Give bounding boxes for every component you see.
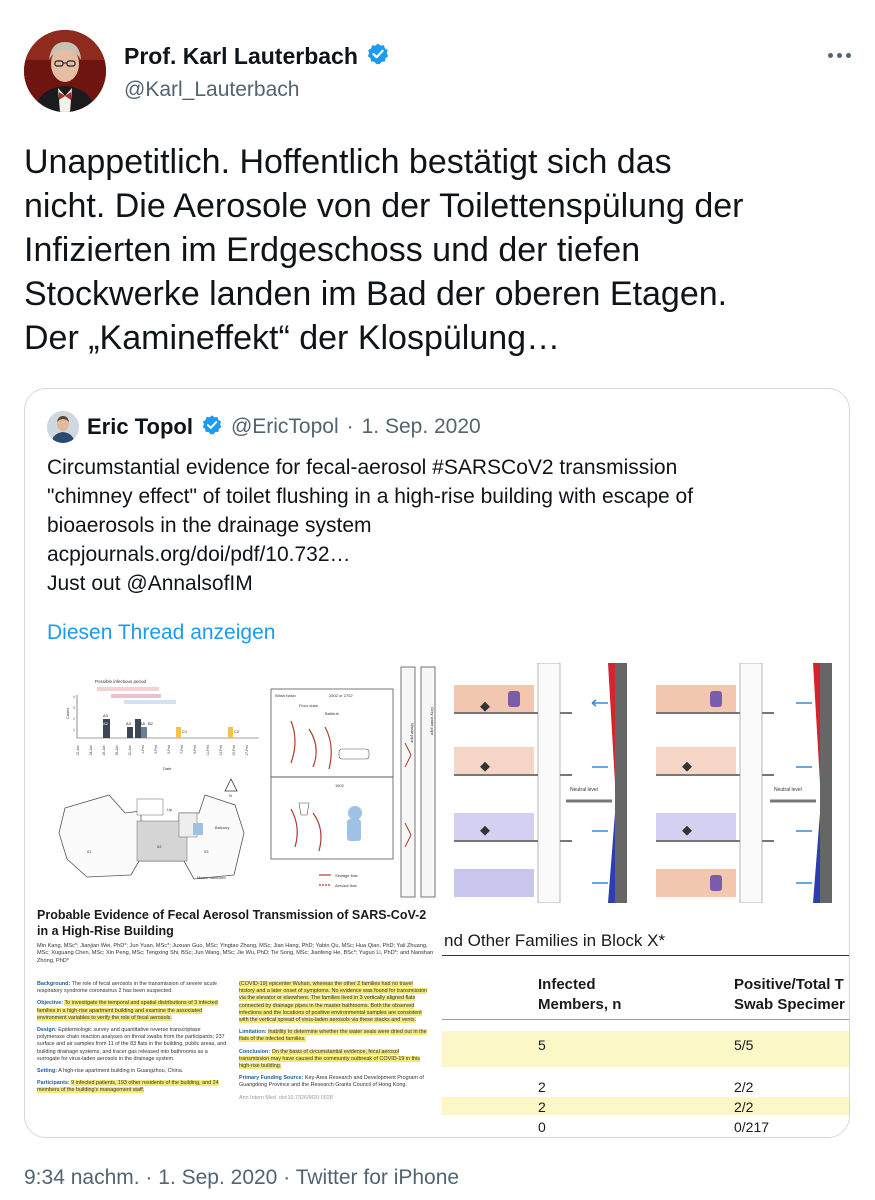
bar-label: A3 [103,713,108,718]
bar-label: A3 [126,721,131,726]
paper-authors: Min Kang, MSc*; Jianjian Wei, PhD*; Jun Yuan, MSc*; Juxuan Guo, MSc; Yingtao Zhang, MSc; Jian Hang, PhD; Yabin Qu, MSc; Hua Qian, PhD; Yali Zhuang, MSc; Xuguang Chen, MSc; Xin Peng, MSc; Tengxing Shi, BSc; Jun Wang, MSc; Jie Wu, PhD; Tie Song, MSc; Jianfeng He, BSc*; Yuguo Li, PhD*; and Nanshan Zhong, PhD* [37,943,434,964]
bar-label: C2 [234,729,240,734]
date-tick: 28-Jan [115,745,119,756]
axis-title-y: Cases [65,707,70,719]
author-handle[interactable]: @Karl_Lauterbach [124,78,300,101]
abstract-section: Participants: 9 infected patients, 193 other residents of the building, and 24 members of the building's management staff. [37,1080,219,1094]
table-cell: 2/2 [734,1079,754,1095]
quoted-text-line: Just out @AnnalsofIM [47,572,253,595]
verified-badge-icon [366,42,390,71]
waste-pipe-label: Waste pipe [410,723,415,743]
svg-text:2: 2 [73,717,75,721]
aerosol-flow-label: Aerosol flow [335,883,357,888]
abstract-column-left [37,981,227,1100]
media-grid [25,663,850,1138]
abstract-section: Background: The role of fecal aerosols in the transmission of severe acute respiratory syndrome coronavirus 2 has been suspected. [37,981,217,995]
date-tick: 13-Feb [219,745,223,756]
date-tick: 17-Feb [245,745,249,756]
bar-label: A2 [103,721,108,726]
date-tick: 30-Jan [128,745,132,756]
date-tick: 26-Jan [102,745,106,756]
separator-dot: · [283,1166,291,1189]
results-table [442,921,850,1137]
quoted-text-line: Circumstantial evidence for fecal-aerosol #SARSCoV2 transmission [47,456,678,479]
room-label: 03 [204,849,209,854]
quoted-author-name[interactable]: Eric Topol [87,414,193,439]
abstract-section: Design: Epidemiologic survey and quantitative reverse transcriptase polymerase chain reaction analyses on throat swabs from the participants; 237 surface and air samples from 11 of the 83 flats in the building, public areas, and building drainage systems; and tracer gas released into bathrooms as a surrogate for virus-laden aerosols in the drainage system. [37,1027,227,1062]
table-cell: 5 [538,1037,546,1053]
table-cell: 2/2 [734,1099,754,1115]
table-cell: 5/5 [734,1037,754,1053]
building-diagram-left [454,663,627,903]
abstract-section: (COVID-19) epicenter Wuhan, whereas the other 2 families had no travel history and a later onset of symptoms. No evidence was found for transmission via the elevator or elsewhere. The families lived in 3 vertically aligned flats connected by drainage pipes in the master bathrooms. Both the observed infections and the locations of positive environmental samples are consistent with the vertical spread of virus-laden aerosols via these stacks and vents. [239,981,428,1024]
date-tick: 7-Feb [180,745,184,754]
bar-label: A5 [140,721,145,726]
bar-label: C1 [182,729,188,734]
tweet-date[interactable]: 1. Sep. 2020 [158,1166,278,1189]
date-tick: 9-Feb [193,745,197,754]
quoted-author-avatar[interactable] [47,411,79,443]
separator-dot: · [346,415,354,438]
quoted-link[interactable]: acpjournals.org/doi/pdf/10.732… [47,543,351,566]
floor-drain-label: Floor drain [299,703,319,708]
author-name[interactable]: Prof. Karl Lauterbach [124,43,358,69]
neutral-level-label: Neutral level [570,787,598,793]
tweet-text: Unappetitlich. Hoffentlich bestätigt sich das nicht. Die Aerosole von der Toilettenspülung der Infizierten im Erdgeschoss und der tiefen Stockwerke landen im Bad der oberen Etagen. Der „Kamineffekt“ der Klospülung… [24,143,744,357]
date-tick: 24-Jan [89,745,93,756]
column-header-infected: Infected Members, n [538,976,622,1013]
abstract-section: Conclusion: On the basis of circumstantial evidence, fecal aerosol transmission may have caused the community outbreak of COVID-19 in this high-rise building. [239,1048,420,1070]
building-diagram-right [656,663,832,903]
neutral-level-label: Neutral level [774,787,802,793]
tweet-time[interactable]: 9:34 nachm. [24,1166,140,1189]
abstract-section: Setting: A high-rise apartment building in Guangzhou, China. [37,1068,184,1075]
date-tick: 5-Feb [167,745,171,754]
quoted-tweet[interactable] [24,388,850,1138]
table-caption: nd Other Families in Block X* [444,931,666,950]
quoted-date[interactable]: 1. Sep. 2020 [361,415,481,438]
quoted-tweet-header [47,411,481,443]
svg-text:1: 1 [73,728,75,732]
table-cell: 2 [538,1079,546,1095]
show-thread-link[interactable]: Diesen Thread anzeigen [47,621,276,644]
date-tick: 11-Feb [206,745,210,756]
paper-title: Probable Evidence of Fecal Aerosol Transmission of SARS-CoV-2 in a High-Rise Building [37,908,427,938]
wash-basin-label: Wash basin [275,693,296,698]
bathtub-label: Bathtub [325,711,339,716]
svg-text:3: 3 [73,706,75,710]
quoted-text-line: bioaerosols in the drainage system [47,514,372,537]
bar-label: B2 [148,721,153,726]
balcony-label: Balcony [215,825,230,830]
separator-dot: · [145,1166,153,1189]
axis-title-x: Date [163,766,172,771]
room-label: 01 [87,849,92,854]
compass-label: N [229,793,232,798]
tweet-source[interactable]: Twitter for iPhone [295,1166,460,1189]
timeline-label: Possible infectious period [95,679,147,684]
journal-line: Ann Intern Med. doi:10.7326/M20-0928 [239,1094,333,1101]
abstract-section: Objective: To investigate the temporal and spatial distributions of 3 infected families in a high-rise apartment building and examine the associated environment variables to verify the role of fecal aerosols. [37,1000,218,1021]
more-dots-icon[interactable] [824,40,854,70]
author-avatar[interactable] [24,30,106,112]
tweet-header [24,30,854,114]
media-image-diagram[interactable] [442,663,850,1137]
table-cell: 0/217 [734,1119,770,1135]
quoted-tweet-text [47,453,827,598]
grey-pipe-label: Grey water pipe [430,707,435,736]
table-cell: 0 [538,1119,546,1135]
abstract-section: Primary Funding Source: Key-Area Research and Development Program of Guangdong Province and the Research Grants Council of Hong Kong. [239,1075,424,1089]
date-tick: 22-Jan [76,745,80,756]
date-tick: 1-Feb [141,745,145,754]
tweet-meta [24,1166,459,1190]
room-label: Up [167,807,173,812]
date-tick: 15-Feb [232,745,236,756]
quoted-text-line: "chimney effect" of toilet flushing in a high-rise building with escape of [47,485,694,508]
quoted-author-handle[interactable]: @EricTopol [230,415,339,438]
column-header-positive: Positive/Total T Swab Specimer [734,976,845,1013]
media-image-paper[interactable] [29,663,440,1137]
verified-badge-icon [201,414,223,441]
abstract-column-right [239,981,429,1107]
bathroom-label: Master bathroom [197,876,226,880]
abstract-section: Limitation: Inability to determine whether the water seals were dried out in the flats of the infected families. [239,1029,427,1043]
date-tick: 3-Feb [154,745,158,754]
flat-label: 1502 [335,783,344,788]
room-label: 02 [157,844,162,849]
svg-text:4: 4 [73,695,75,699]
table-cell: 2 [538,1099,546,1115]
sewage-flow-label: Sewage flow [335,873,358,878]
flat-label: 2502 or 2702 [329,693,353,698]
